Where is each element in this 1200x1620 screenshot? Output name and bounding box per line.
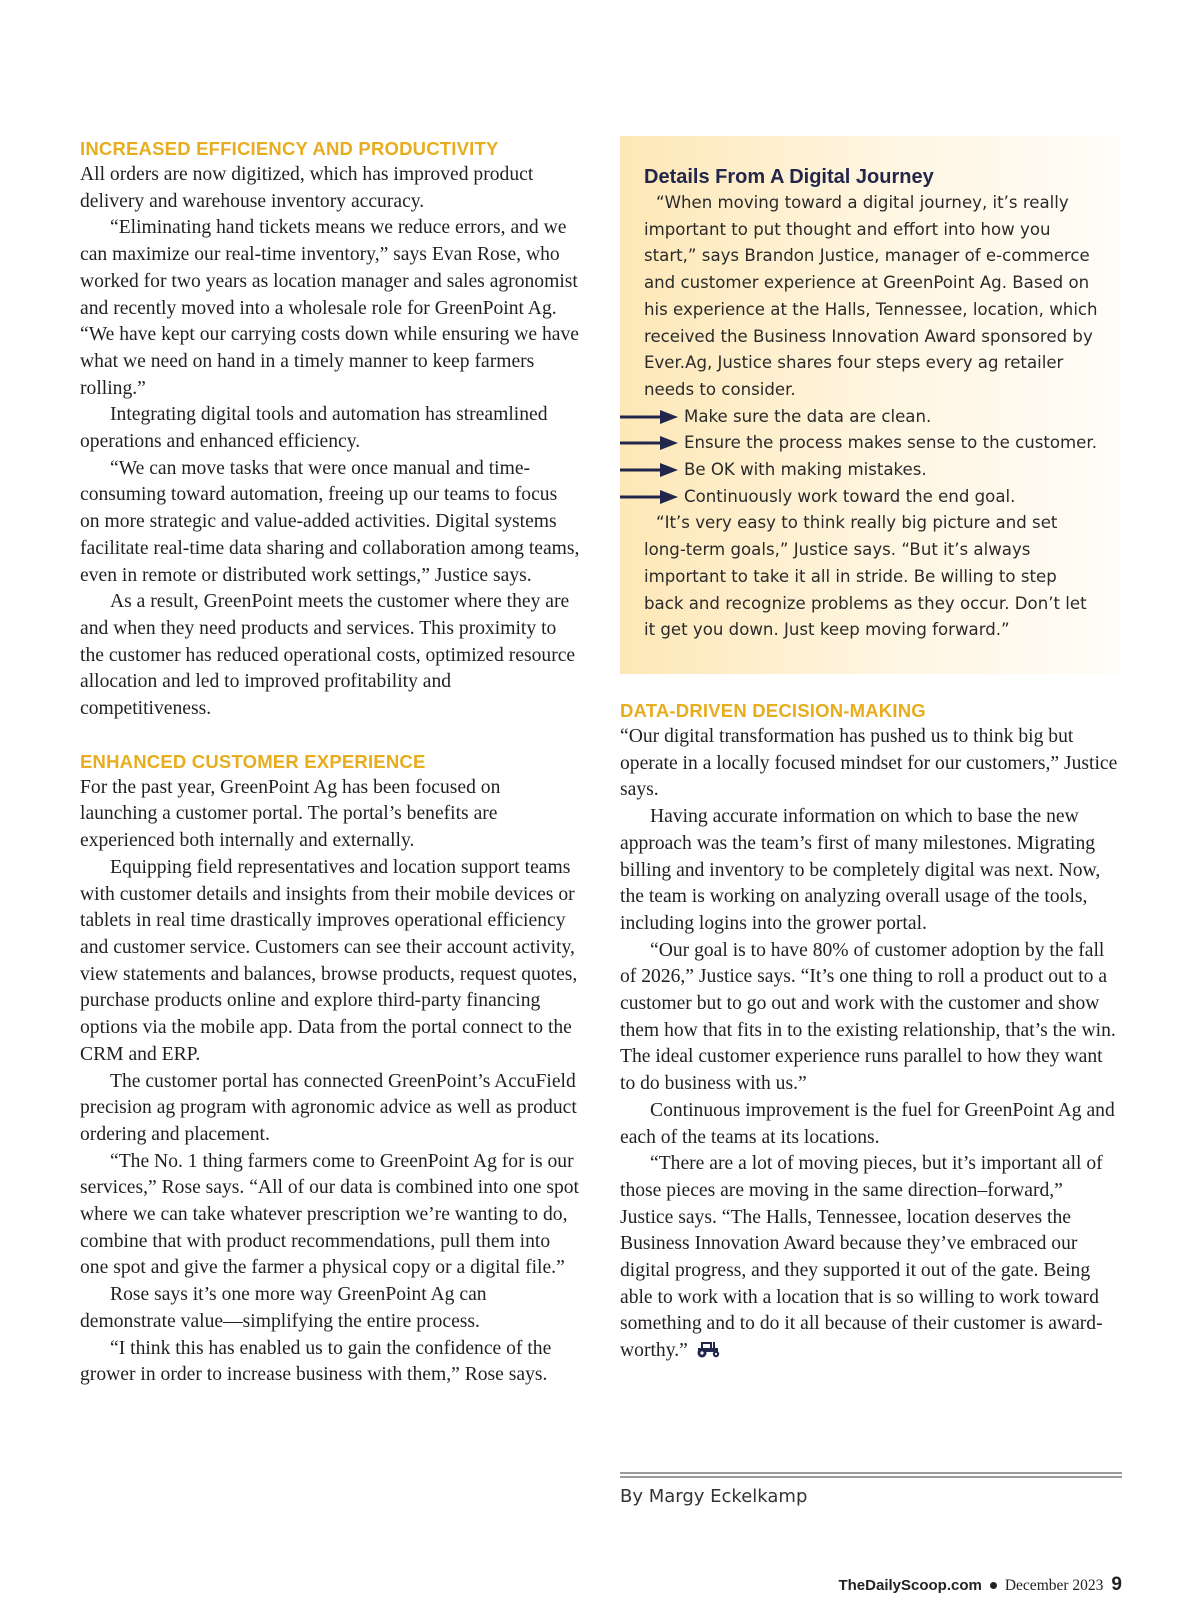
footer-site: TheDailyScoop.com [838,1577,982,1594]
body-paragraph: “The No. 1 thing farmers come to GreenPoint Ag for is our services,” Rose says. “All of our data is combined into one spot where we can take whatever prescription we’re wanting to do, combine that with product recommendations, pull them into one spot and give the farmer a physical copy or a digital file.” [80,1150,579,1279]
sidebar-steps-list [644,404,1100,511]
body-paragraph: Having accurate information on which to base the new approach was the team’s first of many milestones. Migrating billing and inventory to be completely digital was next. Now, the team is working on analyzing overall usage of the tools, including logins into the grower portal. [620,806,1101,934]
page-number: 9 [1111,1574,1122,1595]
body-paragraph: “I think this has enabled us to gain the confidence of the grower in order to increase business with them,” Rose says. [80,1337,552,1386]
arrow-right-icon [620,436,678,450]
body-paragraph: “Eliminating hand tickets means we reduce errors, and we can maximize our real-time inventory,” says Evan Rose, who worked for two years as location manager and sales agronomist and recently moved into a wholesale role for GreenPoint Ag. “We have kept our carrying costs down while ensuring we have what we need on hand in a timely manner to keep farmers rolling.” [80,217,579,399]
footer-date: December 2023 [1004,1577,1104,1594]
body-paragraph: Integrating digital tools and automation has streamlined operations and enhanced efficiency. [80,404,548,453]
page-footer [838,1574,1122,1597]
body-paragraph: The customer portal has connected GreenPoint’s AccuField precision ag program with agronomic advice as well as product ordering and placement. [80,1070,577,1145]
bullet-dot-icon [990,1582,997,1589]
step-text: Ensure the process makes sense to the customer. [684,433,1097,453]
body-paragraph: As a result, GreenPoint meets the customer where they are and when they need products and services. This proximity to the customer has reduced operational costs, optimized resource allocation and led to improved profitability and competitiveness. [80,591,576,720]
body-paragraph-last [620,1151,1120,1365]
arrow-right-icon [620,410,678,424]
body-paragraph: All orders are now digitized, which has improved product delivery and warehouse inventory accuracy. [80,164,534,212]
left-column [80,136,580,1389]
list-item [620,484,1100,511]
body-paragraph: Rose says it’s one more way GreenPoint Ag can demonstrate value—simplifying the entire process. [80,1284,487,1332]
sidebar-box [620,136,1120,674]
list-item [620,457,1100,484]
sidebar-title: Details From A Digital Journey [644,166,934,188]
tractor-icon [694,1340,724,1358]
byline-rule [620,1472,1122,1478]
arrow-right-icon [620,463,678,477]
sidebar-closing: “It’s very easy to think really big picture and set long-term goals,” Justice says. “But it’s always important to take it all in stride. Be willing to step back and recognize problems as they occur. Don’t let it get you down. Just keep moving forward.” [644,513,1087,640]
list-item [620,430,1100,457]
body-paragraph: For the past year, GreenPoint Ag has been focused on launching a customer portal. The portal’s benefits are experienced both internally and externally. [80,776,501,852]
byline: By Margy Eckelkamp [620,1486,808,1507]
section-heading-efficiency: INCREASED EFFICIENCY AND PRODUCTIVITY [80,138,499,159]
section-heading-customer-experience: ENHANCED CUSTOMER EXPERIENCE [80,750,426,772]
body-paragraph: “We can move tasks that were once manual and time-consuming toward automation, freeing up our teams to focus on more strategic and value-added activities. Digital systems facilitate real-time data sharing and collaboration among teams, even in remote or distributed work settings,” Justice says. [80,457,580,586]
body-paragraph: Equipping field representatives and location support teams with customer details and insights from their mobile devices or tablets in real time drastically improves operational efficiency and customer service. Customers can see their account activity, view statements and balances, browse products, request quotes, purchase products online and explore third-party financing options via the mobile app. Data from the portal connect to the CRM and ERP. [80,856,578,1065]
step-text: Be OK with making mistakes. [684,460,927,480]
section-gap [80,723,580,749]
section-heading-data-driven: DATA-DRIVEN DECISION-MAKING [620,700,926,721]
last-paragraph-text: “There are a lot of moving pieces, but it’s important all of those pieces are moving in the same direction–forward,” Justice says. “The Halls, Tennessee, location deserves the Business Innovation Award because they’ve embraced our digital progress, and they supported it out of the gate. Being able to work with a location that is so willing to work toward something and to do it all because of their customer is award-worthy.” [620,1153,1103,1362]
body-paragraph: Continuous improvement is the fuel for GreenPoint Ag and each of the teams at its locations. [620,1099,1115,1148]
right-column [620,698,1120,1365]
arrow-right-icon [620,490,678,504]
step-text: Continuously work toward the end goal. [684,486,1016,506]
body-paragraph: “Our digital transformation has pushed us to think big but operate in a locally focused mindset for our customers,” Justice says. [620,726,1118,801]
list-item [620,404,1100,431]
step-text: Make sure the data are clean. [684,406,932,426]
body-paragraph: “Our goal is to have 80% of customer adoption by the fall of 2026,” Justice says. “It’s one thing to roll a product out to a customer but to go out and work with the customer and show them how that fits in to the existing relationship, that’s the win. The ideal customer experience runs parallel to how they want to do business with us.” [620,939,1116,1095]
sidebar-intro: “When moving toward a digital journey, it’s really important to put thought and effort into how you start,” says Brandon Justice, manager of e-commerce and customer experience at GreenPoint Ag. Based on his experience at the Halls, Tennessee, location, which received the Business Innovation Award sponsored by Ever.Ag, Justice shares four steps every ag retailer needs to consider. [644,193,1098,399]
